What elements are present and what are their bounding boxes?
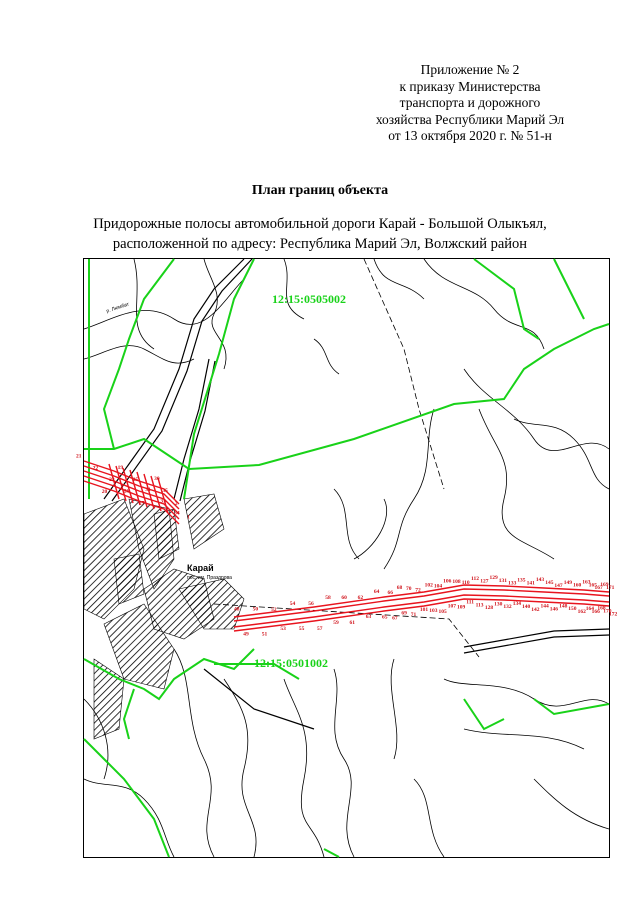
- point-label: 148: [559, 603, 568, 610]
- point-label: 20: [101, 489, 108, 496]
- point-label: 65: [382, 614, 388, 621]
- point-label: 141: [526, 580, 535, 587]
- point-label: 167: [594, 585, 603, 592]
- point-label: 66: [387, 589, 393, 596]
- appendix-line: хозяйства Республики Марий Эл: [375, 111, 565, 127]
- point-label: 135: [517, 577, 526, 584]
- point-label: 127: [480, 578, 489, 585]
- appendix-line: к приказу Министерства: [399, 78, 541, 94]
- subtitle-line-2: расположенной по адресу: Республика Марий Эл, Волжский район: [112, 236, 528, 252]
- point-label: 49: [243, 631, 249, 638]
- point-label: 61: [349, 620, 355, 627]
- point-label: 34: [174, 510, 180, 517]
- point-label: 160: [573, 582, 582, 589]
- point-label: 112: [471, 576, 479, 582]
- appendix-line: транспорта и дорожного: [399, 95, 541, 110]
- subtitle-line-1: Придорожные полосы автомобильной дороги Карай - Большой Олыкъял,: [93, 216, 547, 232]
- point-label: 104: [433, 583, 443, 590]
- point-label: 149: [563, 579, 572, 586]
- point-label: 63: [365, 614, 372, 621]
- boundary-map: [76, 258, 618, 858]
- point-label: 106: [443, 578, 452, 585]
- point-label: 134: [512, 601, 521, 607]
- point-label: 170: [603, 608, 612, 615]
- cadastral-label-north: 12:15:0505002: [272, 292, 346, 306]
- map-drawing: [76, 259, 618, 857]
- settlement-blocks: [84, 494, 244, 739]
- point-label: 144: [540, 603, 549, 610]
- point-label: 165: [588, 582, 597, 589]
- point-label: 166: [591, 608, 600, 615]
- river-label: р. Люмбат: [105, 301, 130, 315]
- point-label: 71: [410, 611, 417, 618]
- point-label: 146: [549, 606, 559, 613]
- point-label: 130: [494, 601, 503, 608]
- point-label: 145: [545, 580, 554, 587]
- point-label: 58: [325, 595, 331, 601]
- point-label: 31: [145, 487, 151, 494]
- point-label: 131: [498, 577, 508, 584]
- point-label: 129: [489, 575, 498, 582]
- point-label: 110: [461, 579, 470, 586]
- object-description: [0, 214, 640, 254]
- point-label: 140: [522, 603, 531, 610]
- point-label: 169: [600, 582, 609, 589]
- point-label: 27: [139, 500, 145, 507]
- appendix-line: от 13 октября 2020 г. № 51-н: [388, 128, 552, 143]
- point-label: 55: [298, 625, 305, 632]
- point-label: 168: [597, 605, 606, 612]
- point-label: 60: [341, 595, 347, 602]
- point-label: 64: [373, 589, 380, 596]
- point-label: 108: [452, 579, 461, 585]
- point-label: 22: [92, 465, 99, 472]
- point-label: 53: [280, 625, 286, 632]
- point-label: 72: [415, 587, 421, 594]
- point-label: 68: [396, 585, 403, 591]
- point-label: 163: [582, 579, 591, 586]
- point-label: 147: [554, 582, 563, 589]
- point-label: 25: [132, 476, 139, 483]
- roads: [101, 259, 609, 729]
- point-label: 172: [609, 611, 618, 618]
- point-label: 56: [308, 600, 314, 607]
- point-label: 48: [234, 606, 240, 613]
- point-label: 111: [466, 599, 474, 606]
- point-label: 67: [392, 615, 398, 622]
- point-label: 105: [438, 608, 447, 615]
- point-label: 19: [117, 464, 124, 471]
- settlement-sublabel: пос. им. Праздрова: [187, 575, 232, 581]
- point-label: 33: [160, 498, 166, 505]
- appendix-line: Приложение № 2: [420, 62, 520, 77]
- point-label: 107: [447, 603, 457, 610]
- appendix-header: [360, 62, 580, 145]
- point-label: 21: [76, 453, 82, 460]
- point-label: 1: [187, 514, 190, 521]
- cadastral-label-south: 12:15:0501002: [254, 656, 328, 670]
- point-label: 54: [289, 600, 296, 607]
- point-label: 62: [357, 595, 364, 602]
- point-label: 50: [252, 606, 259, 613]
- point-label: 59: [333, 620, 339, 626]
- point-label: 26: [123, 488, 130, 495]
- point-label: 128: [484, 604, 494, 611]
- point-label: 57: [317, 626, 323, 632]
- point-label: 162: [577, 609, 586, 616]
- point-label: 23: [109, 477, 115, 484]
- point-label: 2: [174, 501, 178, 508]
- point-label: 132: [503, 604, 512, 611]
- point-label: 150: [568, 606, 577, 613]
- point-label: 102: [424, 582, 433, 589]
- point-label: 51: [261, 631, 268, 638]
- point-label: 30: [154, 475, 160, 482]
- point-label: 171: [606, 585, 615, 591]
- point-label: 164: [585, 605, 595, 612]
- settlement-label: Карай: [187, 563, 214, 573]
- point-label: 142: [531, 606, 540, 613]
- point-label: 101: [419, 607, 429, 614]
- point-label: 35: [162, 487, 168, 494]
- point-label: 103: [429, 608, 438, 615]
- point-label: 52: [271, 606, 277, 613]
- point-label: 70: [406, 586, 412, 593]
- page-title: План границ объекта: [251, 183, 389, 198]
- point-label: 113: [475, 602, 484, 609]
- point-label: 69: [401, 610, 407, 617]
- point-label: 143: [535, 577, 545, 584]
- point-label: 109: [457, 604, 466, 611]
- point-label: 133: [508, 580, 517, 587]
